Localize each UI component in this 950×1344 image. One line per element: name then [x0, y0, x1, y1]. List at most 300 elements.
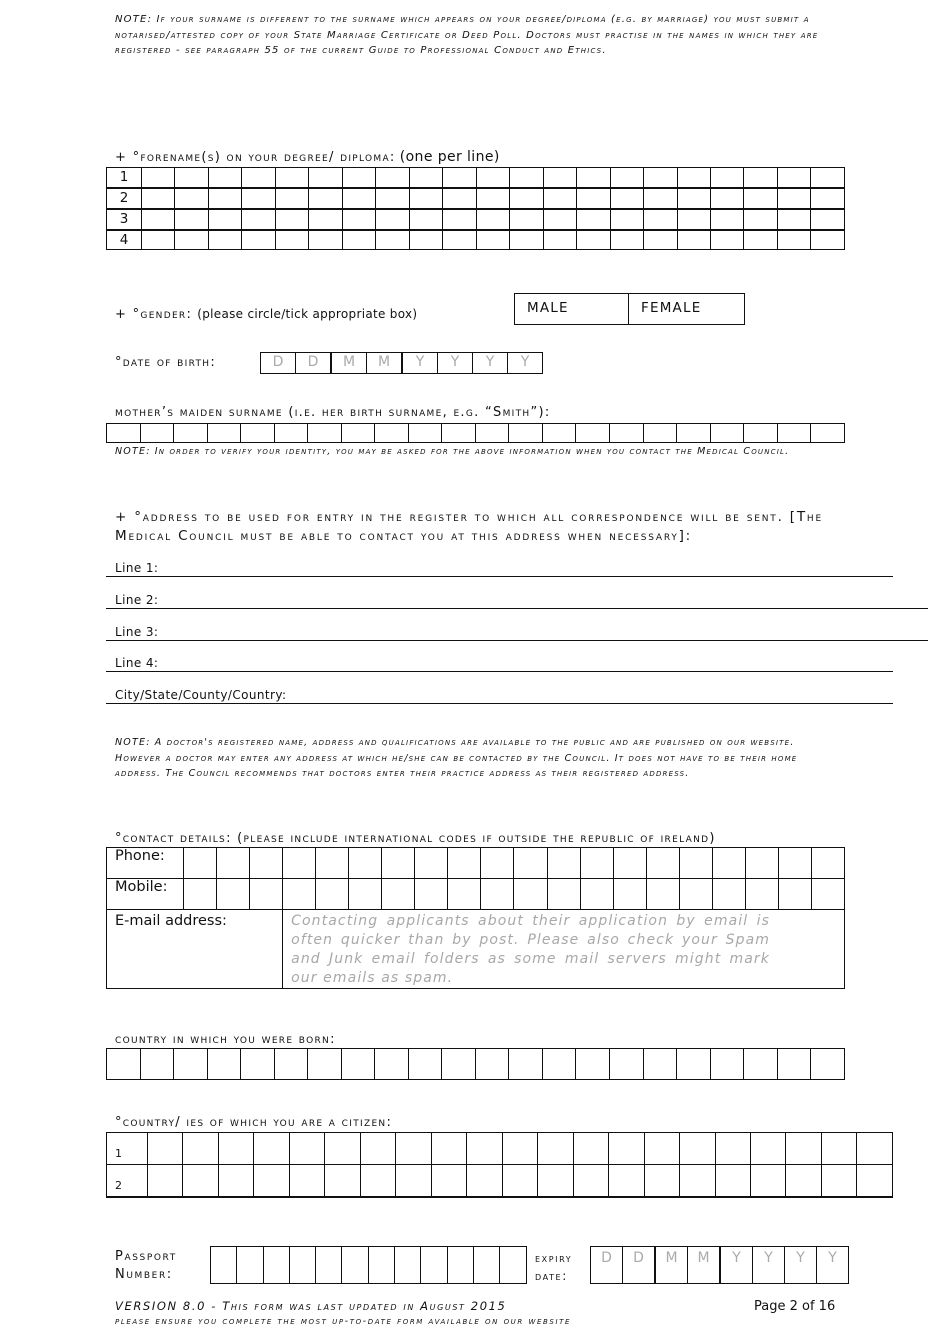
forename-cell[interactable] — [744, 209, 777, 230]
forename-cell[interactable] — [443, 168, 476, 188]
born-cell[interactable] — [442, 1049, 476, 1080]
forename-cell[interactable] — [409, 209, 442, 230]
date-digit-cell[interactable]: M — [330, 353, 366, 373]
born-row[interactable] — [107, 1049, 845, 1080]
forename-cell[interactable] — [309, 188, 342, 209]
forename-cell[interactable] — [175, 168, 208, 188]
born-cell[interactable] — [710, 1049, 744, 1080]
date-digit-cell[interactable]: D — [272, 354, 284, 370]
forename-cell[interactable] — [409, 188, 442, 209]
forename-row[interactable] — [107, 188, 845, 209]
born-cell[interactable] — [408, 1049, 442, 1080]
phone-label: Phone: — [107, 848, 184, 879]
mobile-digit-cell[interactable] — [580, 879, 613, 910]
forename-cell[interactable] — [242, 188, 275, 209]
citizenship-cell[interactable] — [183, 1165, 218, 1197]
forename-cell[interactable] — [376, 209, 409, 230]
forename-cell[interactable] — [208, 230, 241, 250]
born-cell[interactable] — [274, 1049, 308, 1080]
citizenship-cell[interactable] — [644, 1133, 679, 1165]
maiden-cell[interactable] — [811, 424, 845, 443]
forename-cell[interactable] — [409, 230, 442, 250]
maiden-cell[interactable] — [475, 424, 509, 443]
forename-cell[interactable] — [175, 230, 208, 250]
forename-cell[interactable] — [309, 209, 342, 230]
gender-label-row — [115, 303, 417, 322]
gender-options — [514, 293, 745, 325]
phone-digit-cell[interactable] — [646, 848, 679, 879]
mobile-digit-cell[interactable] — [415, 879, 448, 910]
forenames-label-row — [115, 149, 500, 165]
citizenship-cell[interactable] — [360, 1165, 395, 1197]
citizenship-label: °country/ ies of which you are a citizen: — [115, 1115, 393, 1130]
forename-cell[interactable] — [476, 209, 509, 230]
forename-cell[interactable] — [543, 209, 576, 230]
gender-male-box[interactable]: MALE — [515, 294, 629, 324]
passport-digit-cell[interactable] — [420, 1247, 446, 1283]
forename-cell[interactable] — [610, 168, 643, 188]
citizenship-cell[interactable] — [360, 1133, 395, 1165]
forename-cell[interactable] — [577, 168, 610, 188]
forename-cell[interactable] — [610, 230, 643, 250]
citizenship-row-number: 2 — [107, 1165, 148, 1197]
forename-cell[interactable] — [543, 230, 576, 250]
mobile-digit-cell[interactable] — [646, 879, 679, 910]
address-line-label: Line 2: — [115, 593, 159, 607]
forename-cell[interactable] — [543, 188, 576, 209]
mobile-digit-cell[interactable] — [679, 879, 712, 910]
forename-cell[interactable] — [309, 168, 342, 188]
phone-digit-cell[interactable] — [580, 848, 613, 879]
maiden-cell[interactable] — [643, 424, 677, 443]
date-digit-cell[interactable]: Y — [719, 1247, 752, 1283]
citizenship-cell[interactable] — [396, 1133, 431, 1165]
forename-cell[interactable] — [309, 230, 342, 250]
address-line-input[interactable] — [106, 640, 928, 641]
phone-digit-cell[interactable] — [778, 848, 811, 879]
phone-digit-cell[interactable] — [712, 848, 745, 879]
citizenship-cell[interactable] — [573, 1133, 608, 1165]
phone-digit-cell[interactable] — [217, 848, 250, 879]
born-cell[interactable] — [207, 1049, 241, 1080]
born-cell[interactable] — [542, 1049, 576, 1080]
dob-input[interactable] — [260, 352, 543, 374]
forename-cell[interactable] — [142, 230, 175, 250]
citizenship-cell[interactable] — [289, 1165, 324, 1197]
citizenship-cell[interactable] — [325, 1133, 360, 1165]
passport-digit-cell[interactable] — [368, 1247, 394, 1283]
citizenship-cell[interactable] — [183, 1133, 218, 1165]
citizenship-cell[interactable] — [680, 1133, 715, 1165]
citizenship-cell[interactable] — [609, 1165, 644, 1197]
maiden-cell[interactable] — [308, 424, 342, 443]
passport-label: Passport Number: — [115, 1249, 177, 1282]
forename-cell[interactable] — [476, 188, 509, 209]
forename-row[interactable] — [107, 168, 845, 188]
citizenship-cell[interactable] — [680, 1165, 715, 1197]
citizenship-cell[interactable] — [431, 1133, 466, 1165]
address-line-input[interactable] — [106, 703, 893, 704]
citizenship-row[interactable] — [107, 1165, 893, 1197]
born-cell[interactable] — [341, 1049, 375, 1080]
citizenship-cell[interactable] — [148, 1165, 183, 1197]
maiden-cell[interactable] — [207, 424, 241, 443]
forename-cell[interactable] — [744, 230, 777, 250]
mobile-row[interactable] — [107, 879, 845, 910]
address-line-input[interactable] — [106, 608, 928, 609]
mobile-digit-cell[interactable] — [745, 879, 778, 910]
forename-row[interactable] — [107, 209, 845, 230]
citizenship-cell[interactable] — [254, 1165, 289, 1197]
surname-note: NOTE: If your surname is different to the surname which appears on your degree/diploma (e.g. by marriage) you must submit a notarised/attested copy of your State Marriage Certificate or Deed Poll. Doctors must practise in the names in which they are registered - see paragraph 55 of the current Guide to Professional Conduct and Ethics. — [115, 14, 819, 56]
citizenship-cell[interactable] — [821, 1165, 856, 1197]
citizenship-cell[interactable] — [289, 1133, 324, 1165]
born-cell[interactable] — [140, 1049, 174, 1080]
forename-cell[interactable] — [811, 168, 845, 188]
maiden-cell[interactable] — [442, 424, 476, 443]
passport-digit-cell[interactable] — [315, 1247, 341, 1283]
maiden-cell[interactable] — [576, 424, 610, 443]
expiry-label: expiry date: — [535, 1251, 573, 1283]
maiden-cell[interactable] — [710, 424, 744, 443]
citizenship-cell[interactable] — [609, 1133, 644, 1165]
phone-digit-cell[interactable] — [514, 848, 547, 879]
phone-digit-cell[interactable] — [481, 848, 514, 879]
citizenship-cell[interactable] — [857, 1133, 893, 1165]
forename-cell[interactable] — [409, 168, 442, 188]
forename-cell[interactable] — [577, 188, 610, 209]
forename-cell[interactable] — [710, 230, 743, 250]
phone-digit-cell[interactable] — [184, 848, 217, 879]
date-digit-cell[interactable]: Y — [437, 353, 472, 373]
born-cell[interactable] — [643, 1049, 677, 1080]
citizenship-cell[interactable] — [786, 1133, 821, 1165]
phone-digit-cell[interactable] — [250, 848, 283, 879]
date-digit-cell[interactable]: M — [654, 1247, 687, 1283]
forename-row-number: 3 — [107, 209, 142, 230]
date-digit-cell[interactable]: Y — [472, 353, 507, 373]
forenames-hint: (one per line) — [399, 149, 500, 165]
phone-digit-cell[interactable] — [679, 848, 712, 879]
citizenship-cell[interactable] — [786, 1165, 821, 1197]
date-digit-cell[interactable]: Y — [401, 353, 437, 373]
date-digit-cell[interactable]: Y — [507, 353, 542, 373]
forename-cell[interactable] — [744, 188, 777, 209]
maiden-cell[interactable] — [677, 424, 711, 443]
phone-digit-cell[interactable] — [448, 848, 481, 879]
forename-cell[interactable] — [208, 209, 241, 230]
citizenship-cell[interactable] — [467, 1133, 502, 1165]
born-cell[interactable] — [107, 1049, 141, 1080]
citizenship-cell[interactable] — [715, 1133, 750, 1165]
forename-cell[interactable] — [142, 188, 175, 209]
phone-digit-cell[interactable] — [349, 848, 382, 879]
forename-cell[interactable] — [610, 209, 643, 230]
gender-label: + °gender: — [115, 307, 193, 322]
born-cell[interactable] — [241, 1049, 275, 1080]
forename-cell[interactable] — [510, 230, 543, 250]
forename-row-number: 1 — [107, 168, 142, 188]
forename-cell[interactable] — [644, 209, 677, 230]
born-cell[interactable] — [811, 1049, 845, 1080]
born-cell[interactable] — [777, 1049, 811, 1080]
forename-cell[interactable] — [376, 188, 409, 209]
passport-number-input[interactable] — [210, 1246, 527, 1284]
forename-cell[interactable] — [644, 188, 677, 209]
phone-digit-cell[interactable] — [613, 848, 646, 879]
phone-digit-cell[interactable] — [811, 848, 844, 879]
forename-cell[interactable] — [376, 168, 409, 188]
citizenship-grid[interactable] — [106, 1132, 893, 1198]
phone-row[interactable] — [107, 848, 845, 879]
address-line-label: Line 1: — [115, 561, 159, 575]
maiden-cell[interactable] — [542, 424, 576, 443]
passport-digit-cell[interactable] — [289, 1247, 315, 1283]
maiden-cell[interactable] — [107, 424, 141, 443]
dob-label: °date of birth: — [115, 355, 217, 370]
mobile-digit-cell[interactable] — [382, 879, 415, 910]
date-digit-cell[interactable]: D — [601, 1250, 612, 1266]
email-input[interactable]: Contacting applicants about their application by email is often quicker than by post. Please also check your Spam and Junk email folders as some mail servers might mark our emails as spam. — [283, 910, 845, 989]
email-label: E-mail address: — [107, 910, 283, 989]
forename-cell[interactable] — [275, 209, 308, 230]
phone-digit-cell[interactable] — [382, 848, 415, 879]
passport-digit-cell[interactable] — [211, 1247, 236, 1283]
passport-digit-cell[interactable] — [341, 1247, 367, 1283]
footer-instruction: please ensure you complete the most up-to-date form available on our website — [115, 1316, 572, 1327]
citizenship-cell[interactable] — [715, 1165, 750, 1197]
forename-cell[interactable] — [476, 168, 509, 188]
maiden-cell[interactable] — [274, 424, 308, 443]
citizenship-cell[interactable] — [821, 1133, 856, 1165]
forename-cell[interactable] — [443, 209, 476, 230]
forename-cell[interactable] — [710, 168, 743, 188]
forename-cell[interactable] — [275, 168, 308, 188]
citizenship-cell[interactable] — [218, 1165, 253, 1197]
born-cell[interactable] — [509, 1049, 543, 1080]
citizenship-cell[interactable] — [396, 1165, 431, 1197]
address-line-input[interactable] — [106, 576, 893, 577]
citizenship-row[interactable] — [107, 1133, 893, 1165]
born-cell[interactable] — [308, 1049, 342, 1080]
phone-digit-cell[interactable] — [547, 848, 580, 879]
citizenship-cell[interactable] — [218, 1133, 253, 1165]
forename-cell[interactable] — [577, 209, 610, 230]
mobile-digit-cell[interactable] — [547, 879, 580, 910]
citizenship-cell[interactable] — [254, 1133, 289, 1165]
citizenship-cell[interactable] — [467, 1165, 502, 1197]
mobile-digit-cell[interactable] — [712, 879, 745, 910]
forename-cell[interactable] — [242, 209, 275, 230]
identity-note: NOTE: In order to verify your identity, you may be asked for the above information when you contact the Medical Council. — [115, 446, 790, 457]
date-digit-cell[interactable]: M — [366, 353, 401, 373]
citizenship-cell[interactable] — [502, 1133, 537, 1165]
address-line-label: City/State/County/Country: — [115, 688, 287, 702]
passport-digit-cell[interactable] — [394, 1247, 420, 1283]
forename-cell[interactable] — [208, 188, 241, 209]
mobile-digit-cell[interactable] — [811, 879, 844, 910]
phone-digit-cell[interactable] — [316, 848, 349, 879]
maiden-cell[interactable] — [341, 424, 375, 443]
mobile-digit-cell[interactable] — [217, 879, 250, 910]
address-line-label: Line 4: — [115, 656, 159, 670]
citizenship-cell[interactable] — [644, 1165, 679, 1197]
address-heading: + °address to be used for entry in the register to which all correspondence will be sent. [The Medical Council must be able to contact you at this address when necessary]: — [115, 509, 823, 544]
mobile-digit-cell[interactable] — [481, 879, 514, 910]
footer-version: VERSION 8.0 - This form was last updated in August 2015 — [115, 1299, 507, 1313]
citizenship-cell[interactable] — [325, 1165, 360, 1197]
mobile-digit-cell[interactable] — [778, 879, 811, 910]
citizenship-cell[interactable] — [750, 1165, 785, 1197]
forename-cell[interactable] — [777, 209, 810, 230]
forename-cell[interactable] — [342, 168, 375, 188]
forename-cell[interactable] — [175, 188, 208, 209]
maiden-cell[interactable] — [140, 424, 174, 443]
forename-cell[interactable] — [275, 188, 308, 209]
maiden-cell[interactable] — [174, 424, 208, 443]
date-digit-cell[interactable]: D — [295, 353, 330, 373]
forename-cell[interactable] — [142, 209, 175, 230]
country-born-label: country in which you were born: — [115, 1032, 336, 1047]
date-digit-cell[interactable]: Y — [752, 1247, 784, 1283]
citizenship-row-number: 1 — [107, 1133, 148, 1165]
forename-cell[interactable] — [443, 230, 476, 250]
forename-cell[interactable] — [744, 168, 777, 188]
forename-cell[interactable] — [443, 188, 476, 209]
forename-cell[interactable] — [208, 168, 241, 188]
mobile-label: Mobile: — [107, 879, 184, 910]
born-cell[interactable] — [475, 1049, 509, 1080]
maiden-row[interactable] — [107, 424, 845, 443]
maiden-cell[interactable] — [609, 424, 643, 443]
forename-cell[interactable] — [777, 230, 810, 250]
citizenship-cell[interactable] — [538, 1165, 573, 1197]
forename-row-number: 2 — [107, 188, 142, 209]
citizenship-cell[interactable] — [502, 1165, 537, 1197]
date-digit-cell[interactable]: M — [687, 1247, 719, 1283]
address-line-label: Line 3: — [115, 625, 159, 639]
mobile-digit-cell[interactable] — [316, 879, 349, 910]
forename-cell[interactable] — [644, 230, 677, 250]
mobile-digit-cell[interactable] — [184, 879, 217, 910]
address-line-input[interactable] — [106, 671, 893, 672]
maiden-cell[interactable] — [509, 424, 543, 443]
contact-heading: °contact details: (please include international codes if outside the republic of ireland) — [115, 831, 716, 846]
forename-cell[interactable] — [342, 209, 375, 230]
citizenship-cell[interactable] — [857, 1165, 893, 1197]
country-born-grid[interactable] — [106, 1048, 845, 1080]
mobile-digit-cell[interactable] — [514, 879, 547, 910]
phone-digit-cell[interactable] — [415, 848, 448, 879]
citizenship-cell[interactable] — [431, 1165, 466, 1197]
forename-cell[interactable] — [510, 188, 543, 209]
address-note: NOTE: A doctor's registered name, address and qualifications are available to the public and are published on our website. However a doctor may enter any address at which he/she can be contacted by the Council. It does not have to be their home address. The Council recommends that doctors enter their practice address as their registered address. — [115, 737, 798, 779]
forename-cell[interactable] — [677, 188, 710, 209]
passport-digit-cell[interactable] — [236, 1247, 262, 1283]
gender-hint: (please circle/tick appropriate box) — [197, 307, 418, 321]
forenames-label: + °forename(s) on your degree/ diploma: — [115, 150, 396, 165]
citizenship-cell[interactable] — [573, 1165, 608, 1197]
forename-cell[interactable] — [510, 209, 543, 230]
forename-cell[interactable] — [510, 168, 543, 188]
phone-digit-cell[interactable] — [283, 848, 316, 879]
forename-cell[interactable] — [242, 230, 275, 250]
maiden-cell[interactable] — [744, 424, 778, 443]
born-cell[interactable] — [174, 1049, 208, 1080]
forename-cell[interactable] — [811, 188, 845, 209]
forename-cell[interactable] — [242, 168, 275, 188]
mobile-digit-cell[interactable] — [613, 879, 646, 910]
forename-cell[interactable] — [811, 230, 845, 250]
citizenship-cell[interactable] — [538, 1133, 573, 1165]
forename-cell[interactable] — [342, 188, 375, 209]
mobile-digit-cell[interactable] — [349, 879, 382, 910]
born-cell[interactable] — [576, 1049, 610, 1080]
date-digit-cell[interactable]: Y — [784, 1247, 816, 1283]
born-cell[interactable] — [609, 1049, 643, 1080]
forename-cell[interactable] — [777, 188, 810, 209]
forename-cell[interactable] — [142, 168, 175, 188]
forenames-grid[interactable] — [106, 167, 845, 250]
forename-cell[interactable] — [476, 230, 509, 250]
passport-digit-cell[interactable] — [473, 1247, 499, 1283]
mobile-digit-cell[interactable] — [250, 879, 283, 910]
forename-cell[interactable] — [342, 230, 375, 250]
forename-cell[interactable] — [811, 209, 845, 230]
forename-cell[interactable] — [677, 230, 710, 250]
date-digit-cell[interactable]: Y — [816, 1247, 848, 1283]
mothers-maiden-label: mother’s maiden surname (i.e. her birth surname, e.g. “Smith”): — [115, 405, 551, 420]
forename-cell[interactable] — [677, 168, 710, 188]
forename-row[interactable] — [107, 230, 845, 250]
maiden-cell[interactable] — [241, 424, 275, 443]
forename-cell[interactable] — [543, 168, 576, 188]
mobile-digit-cell[interactable] — [448, 879, 481, 910]
forename-cell[interactable] — [777, 168, 810, 188]
page-number: Page 2 of 16 — [754, 1299, 836, 1314]
forename-cell[interactable] — [710, 209, 743, 230]
phone-digit-cell[interactable] — [745, 848, 778, 879]
gender-female-box[interactable]: FEMALE — [641, 300, 702, 316]
passport-digit-cell[interactable] — [447, 1247, 473, 1283]
citizenship-cell[interactable] — [750, 1133, 785, 1165]
passport-digit-cell[interactable] — [499, 1247, 525, 1283]
email-row[interactable] — [107, 910, 845, 989]
born-cell[interactable] — [375, 1049, 409, 1080]
passport-digit-cell[interactable] — [263, 1247, 289, 1283]
born-cell[interactable] — [744, 1049, 778, 1080]
forename-cell[interactable] — [610, 188, 643, 209]
citizenship-cell[interactable] — [148, 1133, 183, 1165]
mobile-digit-cell[interactable] — [283, 879, 316, 910]
mothers-maiden-grid[interactable] — [106, 423, 845, 443]
forename-cell[interactable] — [275, 230, 308, 250]
contact-grid — [106, 847, 845, 989]
forename-cell[interactable] — [677, 209, 710, 230]
maiden-cell[interactable] — [408, 424, 442, 443]
forename-cell[interactable] — [710, 188, 743, 209]
forename-cell[interactable] — [577, 230, 610, 250]
forename-row-number: 4 — [107, 230, 142, 250]
forename-cell[interactable] — [376, 230, 409, 250]
forename-cell[interactable] — [175, 209, 208, 230]
maiden-cell[interactable] — [375, 424, 409, 443]
expiry-date-input[interactable] — [590, 1246, 849, 1284]
born-cell[interactable] — [677, 1049, 711, 1080]
date-digit-cell[interactable]: D — [622, 1247, 654, 1283]
forename-cell[interactable] — [644, 168, 677, 188]
maiden-cell[interactable] — [777, 424, 811, 443]
